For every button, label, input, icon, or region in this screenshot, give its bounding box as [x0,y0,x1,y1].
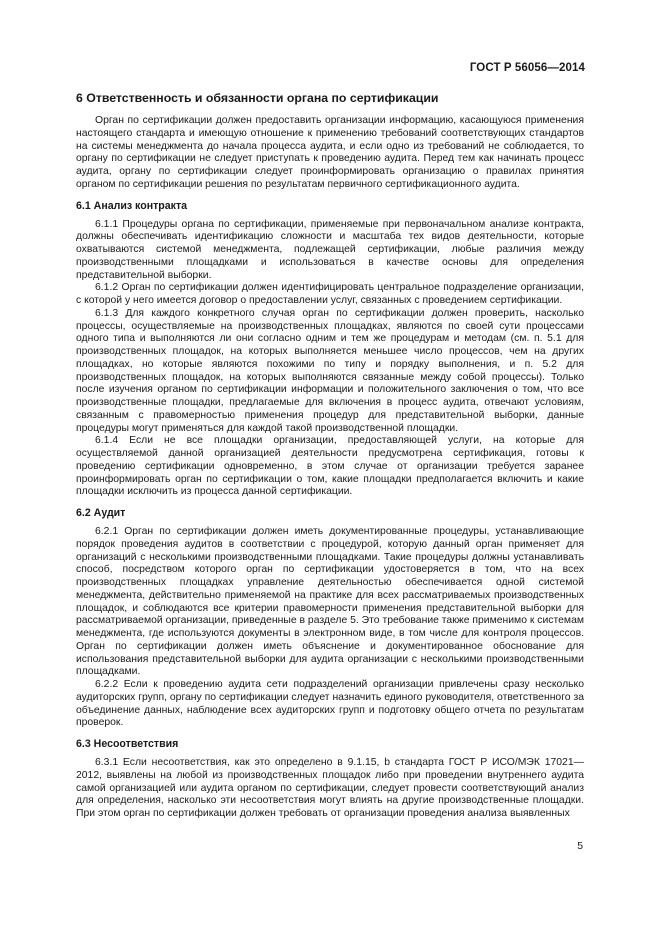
subsection-title: 6.3 Несоответствия [76,738,179,750]
page-number: 5 [577,841,583,852]
paragraph: 6.2.2 Если к проведению аудита сети подразделений организации привлечены сразу несколько аудиторских групп, органу по сертификации следует назначить единого руководителя, ответственного за объединение данных, наблюдение всех аудиторских групп и подготовку общего отчета по результатам проверок. [76,679,584,729]
paragraph: 6.1.2 Орган по сертификации должен идентифицировать центральное подразделение организации, с которой у него имеется договор о предоставлении услуг, связанных с проведением сертификации. [76,282,584,306]
paragraph: 6.1.4 Если не все площадки организации, предоставляющей услуги, на которые для осуществляемой данной организацией деятельности предусмотрена сертификация, готовы к проведению сертификации одновременно, в этом случае от организации требуется заранее проинформировать орган по сертификации о том, какие площадки предполагается включить и какие площадки исключить из процесса данной сертификации. [76,435,584,498]
section-intro-paragraph: Орган по сертификации должен предоставить организации информацию, касающуюся применения настоящего стандарта и имеющую отношение к применению требований соответствующих стандартов на системы менеджмента до начала процесса аудита, и если одно из требований не соблюдается, то органу по сертификации не следует приступать к проведению аудита. Перед тем как начинать процесс аудита, органу по сертификации следует проинформировать организацию о правилах принятия органом по сертификации решения по результатам первичного сертификационного аудита. [76,115,584,190]
paragraph: 6.1.3 Для каждого конкретного случая орган по сертификации должен проверить, насколько процессы, осуществляемые на производственных площадках, являются по своей сути процессами одного типа и выполняются ли они согласно одним и тем же процедурам и методам (см. п. 5.1 для производственных площадок, на которых выполняется меньшее число процессов, чем на других площадках, но которые являются похожими по типу и порядку выполнения, и п. 5.2 для производственных площадок, на которых выполняются связанные между собой процессы). Только после изучения органом по сертификации информации и положительного заключения о том, что все производственные площадки, предлагаемые для включения в процесс аудита, отвечают условиям, связанным с правомерностью применения процедур для представительной выборки, данные процедуры могут применяться для каждой такой производственной площадки. [76,307,584,434]
subsection-contract-analysis [76,200,584,500]
subsection-title: 6.2 Аудит [76,507,126,519]
standard-code-header: ГОСТ Р 56056—2014 [469,62,585,74]
subsection-title: 6.1 Анализ контракта [76,199,188,212]
section-title: 6 Ответственность и обязанности органа по сертификации [76,91,439,105]
subsection-audit [76,507,584,730]
document-content [76,86,584,821]
paragraph: 6.3.1 Если несоответствия, как это определено в 9.1.15, b стандарта ГОСТ Р ИСО/МЭК 17021—2012, выявлены на любой из производственных площадок либо при проведении внутреннего аудита самой организацией или аудита органом по сертификации, следует провести соответствующий анализ для определения, насколько эти несоответствия могут влиять на другие производственные площадки. При этом орган по сертификации должен требовать от организации проведения анализа выявленных [76,757,584,819]
paragraph: 6.2.1 Орган по сертификации должен иметь документированные процедуры, устанавливающие порядок проведения аудитов в соответствии с процедурой, которую данный орган применяет для организаций с несколькими производственными площадками. Такие процедуры должны устанавливать способ, посредством которого орган по сертификации удостоверяется в том, что на всех производственных площадках управление деятельностью обеспечивается одной системой менеджмента, действительно применяемой на практике для всех рассматриваемых производственных площадок, и соблюдаются все критерии правомерности применения представительной выборки для рассматриваемой организации, приведенные в разделе 5. Это требование также применимо к системам менеджмента, где используются документы в электронном виде, в том числе для контроля процессов. Орган по сертификации должен иметь объяснение и документированное обоснование для использования представительной выборки для аудита организации с несколькими производственными площадками. [76,526,584,678]
paragraph: 6.1.1 Процедуры органа по сертификации, применяемые при первоначальном анализе контракта, должны обеспечивать идентификацию сложности и масштаба тех видов деятельности, которые охватываются системой менеджмента, подлежащей сертификации, любые различия между производственными площадками и использоваться в качестве основы для определения представительной выборки. [76,218,584,281]
subsection-nonconformities [76,738,584,821]
